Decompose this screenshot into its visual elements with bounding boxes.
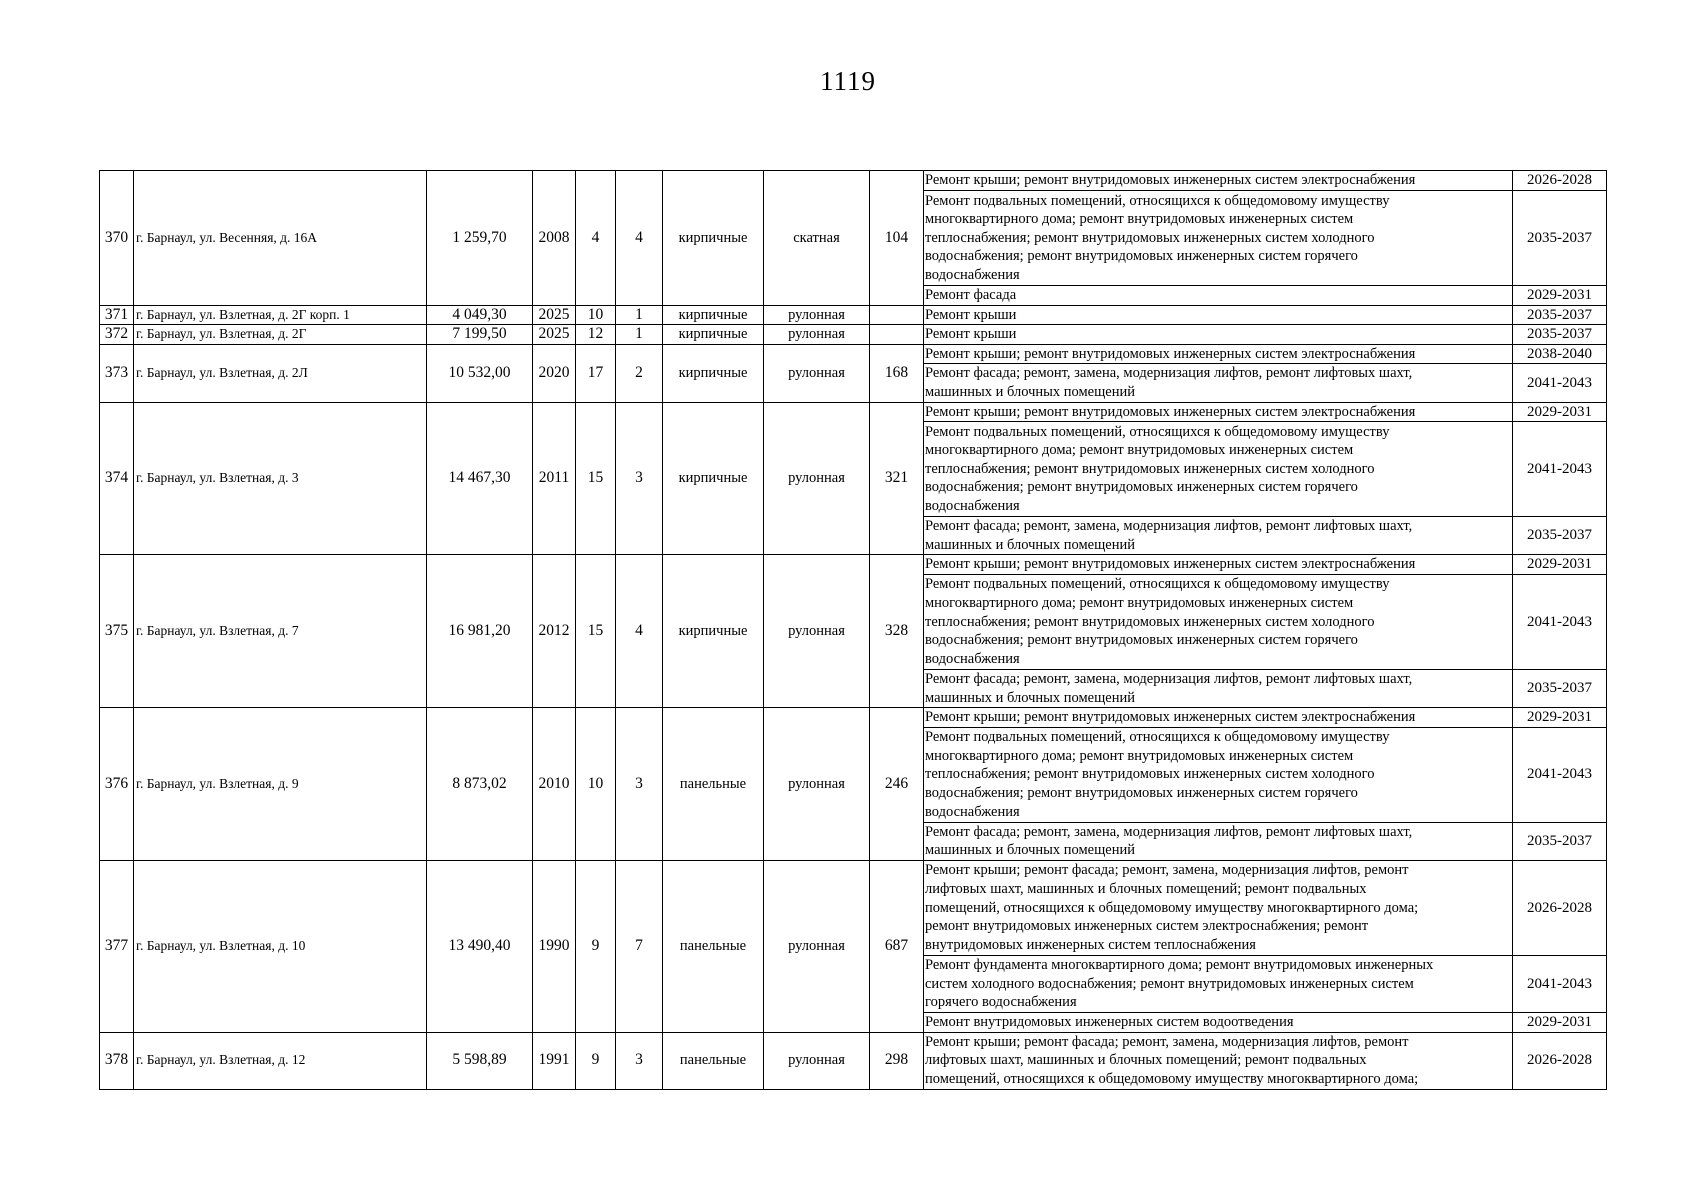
house-address: г. Барнаул, ул. Взлетная, д. 2Г корп. 1 <box>134 305 427 325</box>
house-number: 374 <box>100 402 134 555</box>
house-number: 370 <box>100 171 134 306</box>
house-wall-material: панельные <box>663 860 764 1032</box>
work-period: 2035-2037 <box>1513 517 1607 555</box>
work-description: Ремонт крыши <box>924 325 1513 345</box>
house-year: 2020 <box>533 344 576 402</box>
work-period: 2026-2028 <box>1513 1032 1607 1089</box>
house-roof-type: рулонная <box>764 305 870 325</box>
work-description: Ремонт крыши; ремонт внутридомовых инженерных систем электроснабжения <box>924 344 1513 364</box>
house-area: 5 598,89 <box>427 1032 533 1089</box>
house-roof-type: скатная <box>764 171 870 306</box>
house-number: 375 <box>100 555 134 708</box>
house-residents: 104 <box>870 171 924 306</box>
work-period: 2041-2043 <box>1513 955 1607 1012</box>
house-residents: 298 <box>870 1032 924 1089</box>
table-body <box>100 171 1607 1090</box>
house-residents <box>870 305 924 325</box>
house-residents: 168 <box>870 344 924 402</box>
house-floors: 9 <box>576 860 616 1032</box>
table-row <box>100 402 1607 422</box>
house-residents: 321 <box>870 402 924 555</box>
house-residents <box>870 325 924 345</box>
table-row <box>100 325 1607 345</box>
work-description: Ремонт крыши; ремонт фасада; ремонт, замена, модернизация лифтов, ремонт лифтовых шахт, машинных и блочных помещений; ремонт подвальных помещений, относящихся к общедомовому имуществу многоквартирного дома; ремонт внутридомовых инженерных систем электроснабжения; ремонт внутридомовых инженерных систем теплоснабжения <box>924 860 1513 955</box>
house-entrances: 2 <box>616 344 663 402</box>
work-period: 2029-2031 <box>1513 1012 1607 1032</box>
house-number: 378 <box>100 1032 134 1089</box>
house-floors: 10 <box>576 305 616 325</box>
house-entrances: 1 <box>616 325 663 345</box>
work-description: Ремонт подвальных помещений, относящихся к общедомовому имуществу многоквартирного дома; ремонт внутридомовых инженерных систем теплоснабжения; ремонт внутридомовых инженерных систем холодного водоснабжения; ремонт внутридомовых инженерных систем горячего водоснабжения <box>924 191 1513 286</box>
house-entrances: 3 <box>616 402 663 555</box>
work-description: Ремонт подвальных помещений, относящихся к общедомовому имуществу многоквартирного дома; ремонт внутридомовых инженерных систем теплоснабжения; ремонт внутридомовых инженерных систем холодного водоснабжения; ремонт внутридомовых инженерных систем горячего водоснабжения <box>924 727 1513 822</box>
house-area: 16 981,20 <box>427 555 533 708</box>
house-roof-type: рулонная <box>764 344 870 402</box>
table-row <box>100 305 1607 325</box>
house-residents: 328 <box>870 555 924 708</box>
work-description: Ремонт фасада; ремонт, замена, модернизация лифтов, ремонт лифтовых шахт, машинных и блочных помещений <box>924 822 1513 860</box>
work-description: Ремонт крыши <box>924 305 1513 325</box>
work-description: Ремонт крыши; ремонт фасада; ремонт, замена, модернизация лифтов, ремонт лифтовых шахт, машинных и блочных помещений; ремонт подвальных помещений, относящихся к общедомовому имуществу многоквартирного дома; <box>924 1032 1513 1089</box>
work-period: 2035-2037 <box>1513 305 1607 325</box>
house-wall-material: панельные <box>663 708 764 861</box>
house-number: 373 <box>100 344 134 402</box>
house-floors: 4 <box>576 171 616 306</box>
house-wall-material: кирпичные <box>663 555 764 708</box>
house-area: 1 259,70 <box>427 171 533 306</box>
work-description: Ремонт подвальных помещений, относящихся к общедомовому имуществу многоквартирного дома; ремонт внутридомовых инженерных систем теплоснабжения; ремонт внутридомовых инженерных систем холодного водоснабжения; ремонт внутридомовых инженерных систем горячего водоснабжения <box>924 422 1513 517</box>
house-floors: 9 <box>576 1032 616 1089</box>
house-roof-type: рулонная <box>764 708 870 861</box>
house-area: 13 490,40 <box>427 860 533 1032</box>
house-roof-type: рулонная <box>764 555 870 708</box>
work-period: 2035-2037 <box>1513 822 1607 860</box>
house-area: 7 199,50 <box>427 325 533 345</box>
house-floors: 15 <box>576 402 616 555</box>
house-address: г. Барнаул, ул. Взлетная, д. 2Г <box>134 325 427 345</box>
table-row <box>100 555 1607 575</box>
work-description: Ремонт крыши; ремонт внутридомовых инженерных систем электроснабжения <box>924 171 1513 191</box>
work-period: 2035-2037 <box>1513 325 1607 345</box>
work-period: 2029-2031 <box>1513 708 1607 728</box>
work-period: 2029-2031 <box>1513 402 1607 422</box>
work-period: 2035-2037 <box>1513 669 1607 707</box>
house-entrances: 1 <box>616 305 663 325</box>
work-description: Ремонт внутридомовых инженерных систем водоотведения <box>924 1012 1513 1032</box>
house-address: г. Барнаул, ул. Весенняя, д. 16А <box>134 171 427 306</box>
house-entrances: 3 <box>616 708 663 861</box>
table-row <box>100 708 1607 728</box>
house-year: 2025 <box>533 325 576 345</box>
work-description: Ремонт крыши; ремонт внутридомовых инженерных систем электроснабжения <box>924 402 1513 422</box>
house-floors: 15 <box>576 555 616 708</box>
repair-schedule-table <box>99 170 1607 1090</box>
house-wall-material: панельные <box>663 1032 764 1089</box>
house-area: 10 532,00 <box>427 344 533 402</box>
house-entrances: 4 <box>616 555 663 708</box>
house-year: 2008 <box>533 171 576 306</box>
house-wall-material: кирпичные <box>663 171 764 306</box>
work-period: 2041-2043 <box>1513 574 1607 669</box>
house-floors: 12 <box>576 325 616 345</box>
house-floors: 10 <box>576 708 616 861</box>
house-address: г. Барнаул, ул. Взлетная, д. 12 <box>134 1032 427 1089</box>
house-year: 2010 <box>533 708 576 861</box>
table-row <box>100 860 1607 955</box>
house-area: 8 873,02 <box>427 708 533 861</box>
house-year: 2025 <box>533 305 576 325</box>
house-wall-material: кирпичные <box>663 305 764 325</box>
house-year: 2012 <box>533 555 576 708</box>
house-entrances: 4 <box>616 171 663 306</box>
house-roof-type: рулонная <box>764 402 870 555</box>
house-residents: 246 <box>870 708 924 861</box>
house-address: г. Барнаул, ул. Взлетная, д. 10 <box>134 860 427 1032</box>
house-number: 377 <box>100 860 134 1032</box>
work-period: 2029-2031 <box>1513 555 1607 575</box>
work-description: Ремонт фундамента многоквартирного дома; ремонт внутридомовых инженерных систем холодного водоснабжения; ремонт внутридомовых инженерных систем горячего водоснабжения <box>924 955 1513 1012</box>
house-residents: 687 <box>870 860 924 1032</box>
house-roof-type: рулонная <box>764 325 870 345</box>
house-year: 1991 <box>533 1032 576 1089</box>
house-area: 4 049,30 <box>427 305 533 325</box>
house-number: 371 <box>100 305 134 325</box>
table-row <box>100 344 1607 364</box>
work-description: Ремонт крыши; ремонт внутридомовых инженерных систем электроснабжения <box>924 708 1513 728</box>
work-period: 2026-2028 <box>1513 860 1607 955</box>
table-row <box>100 1032 1607 1089</box>
house-wall-material: кирпичные <box>663 325 764 345</box>
work-period: 2026-2028 <box>1513 171 1607 191</box>
house-address: г. Барнаул, ул. Взлетная, д. 7 <box>134 555 427 708</box>
work-period: 2041-2043 <box>1513 727 1607 822</box>
house-year: 1990 <box>533 860 576 1032</box>
house-address: г. Барнаул, ул. Взлетная, д. 3 <box>134 402 427 555</box>
work-period: 2041-2043 <box>1513 422 1607 517</box>
house-wall-material: кирпичные <box>663 402 764 555</box>
house-address: г. Барнаул, ул. Взлетная, д. 9 <box>134 708 427 861</box>
house-year: 2011 <box>533 402 576 555</box>
work-description: Ремонт фасада; ремонт, замена, модернизация лифтов, ремонт лифтовых шахт, машинных и блочных помещений <box>924 364 1513 402</box>
work-description: Ремонт фасада; ремонт, замена, модернизация лифтов, ремонт лифтовых шахт, машинных и блочных помещений <box>924 669 1513 707</box>
work-period: 2038-2040 <box>1513 344 1607 364</box>
work-period: 2029-2031 <box>1513 286 1607 306</box>
work-description: Ремонт крыши; ремонт внутридомовых инженерных систем электроснабжения <box>924 555 1513 575</box>
house-entrances: 7 <box>616 860 663 1032</box>
page-number: 1119 <box>820 66 876 96</box>
work-period: 2035-2037 <box>1513 191 1607 286</box>
house-roof-type: рулонная <box>764 860 870 1032</box>
house-address: г. Барнаул, ул. Взлетная, д. 2Л <box>134 344 427 402</box>
work-description: Ремонт фасада <box>924 286 1513 306</box>
house-roof-type: рулонная <box>764 1032 870 1089</box>
work-description: Ремонт фасада; ремонт, замена, модернизация лифтов, ремонт лифтовых шахт, машинных и блочных помещений <box>924 517 1513 555</box>
work-period: 2041-2043 <box>1513 364 1607 402</box>
house-floors: 17 <box>576 344 616 402</box>
house-number: 376 <box>100 708 134 861</box>
work-description: Ремонт подвальных помещений, относящихся к общедомовому имуществу многоквартирного дома; ремонт внутридомовых инженерных систем теплоснабжения; ремонт внутридомовых инженерных систем холодного водоснабжения; ремонт внутридомовых инженерных систем горячего водоснабжения <box>924 574 1513 669</box>
house-number: 372 <box>100 325 134 345</box>
house-entrances: 3 <box>616 1032 663 1089</box>
table-row <box>100 171 1607 191</box>
house-area: 14 467,30 <box>427 402 533 555</box>
house-wall-material: кирпичные <box>663 344 764 402</box>
